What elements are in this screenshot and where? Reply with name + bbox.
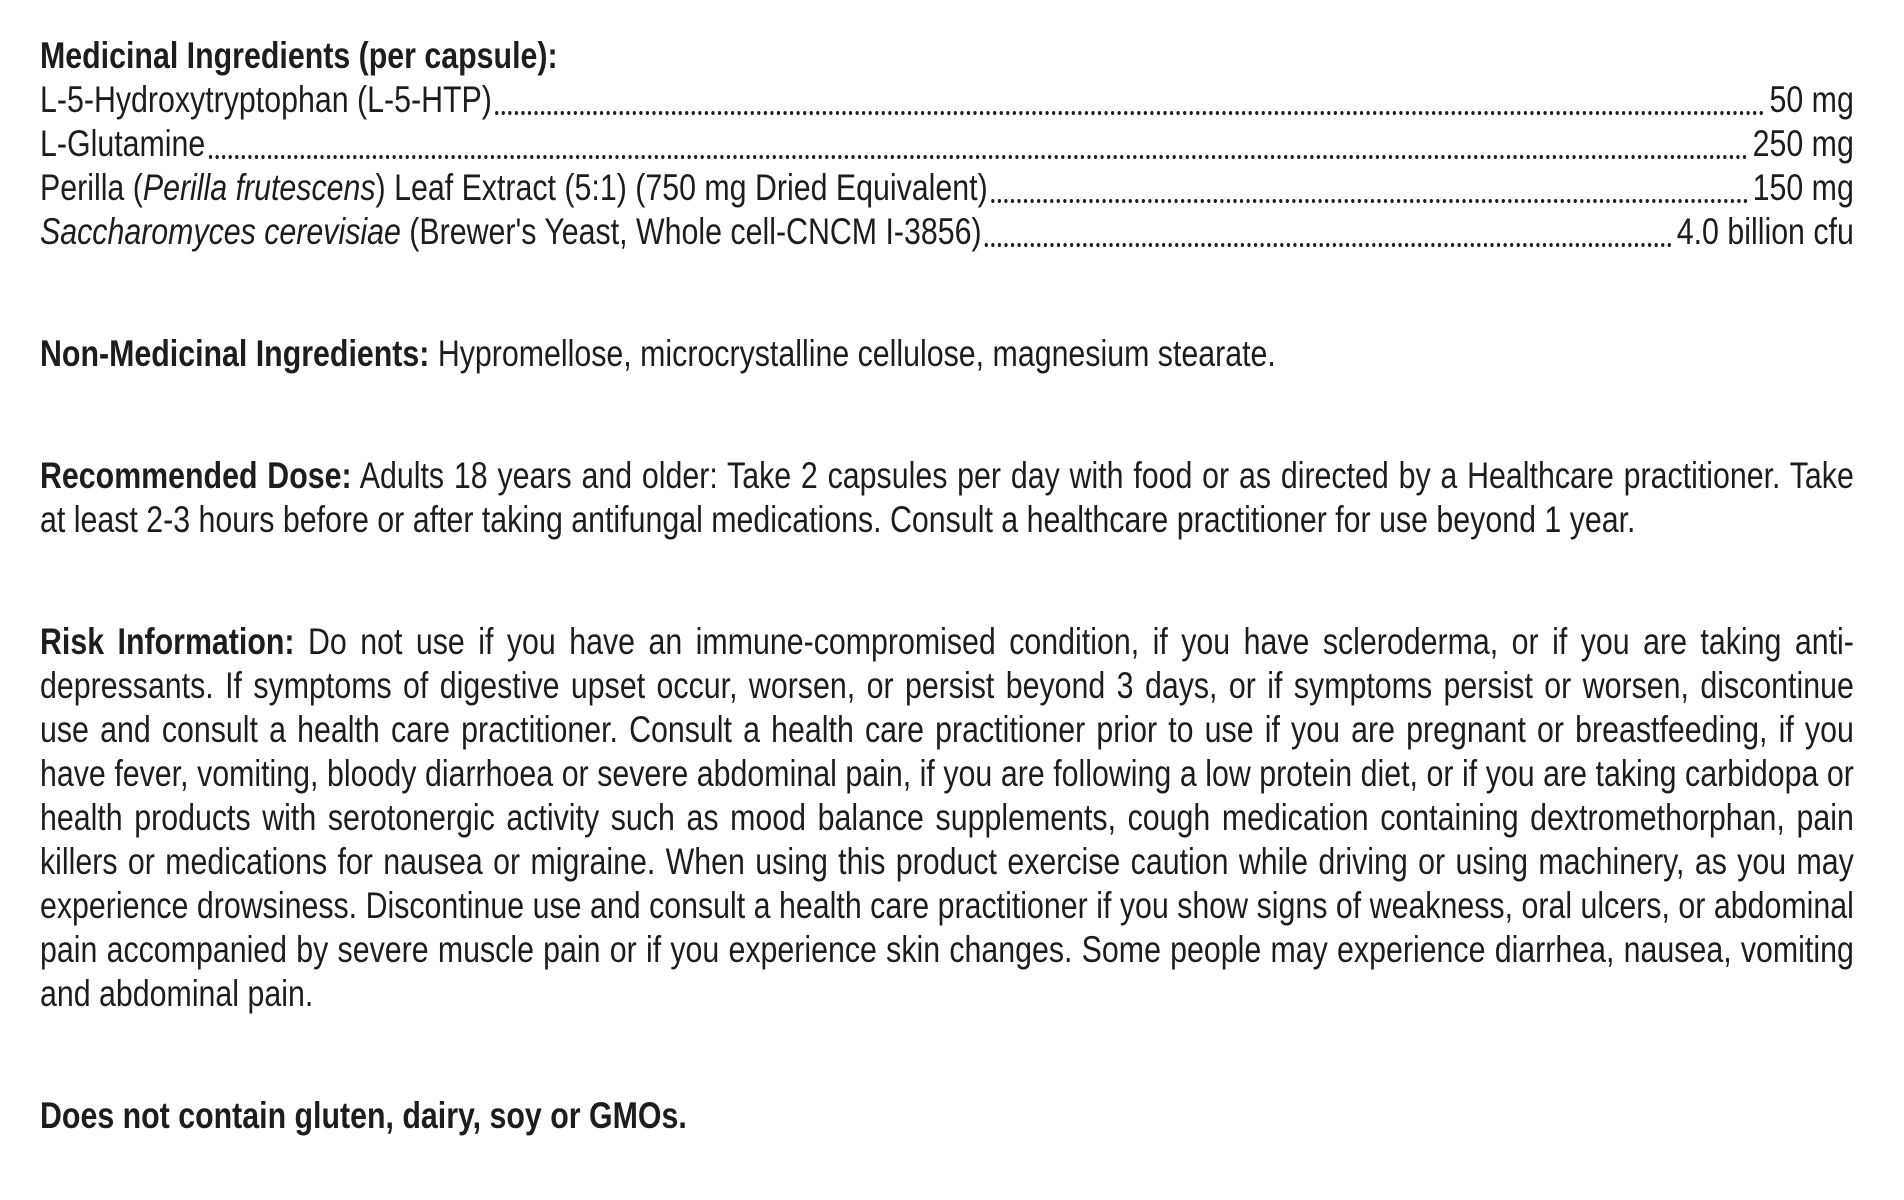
- ingredient-name: [40, 210, 982, 254]
- non-medicinal-label: Non-Medicinal Ingredients:: [40, 333, 430, 374]
- non-medicinal-paragraph: [40, 332, 1854, 376]
- ingredient-amount: 150 mg: [1752, 167, 1854, 208]
- recommended-dose-paragraph: [40, 454, 1854, 542]
- ingredient-row: [40, 210, 1854, 254]
- ingredient-name-segment: ) Leaf Extract (5:1) (750 mg Dried Equivalent): [375, 167, 988, 208]
- ingredient-name-latin: Saccharomyces cerevisiae: [40, 211, 401, 252]
- risk-information-paragraph: [40, 620, 1854, 1016]
- ingredient-name-segment: L-Glutamine: [40, 123, 206, 164]
- non-medicinal-text: Hypromellose, microcrystalline cellulose, magnesium stearate.: [437, 333, 1276, 374]
- medicinal-ingredients-heading: Medicinal Ingredients (per capsule):: [40, 35, 558, 76]
- ingredient-row: [40, 166, 1854, 210]
- risk-information-text: Do not use if you have an immune-compromised condition, if you have scleroderma, or if you are taking anti-depressants. If symptoms of digestive upset occur, worsen, or persist beyond 3 days, or if symptoms persist or worsen, discontinue use and consult a health care practitioner. Consult a health care practitioner prior to use if you are pregnant or breastfeeding, if you have fever, vomiting, bloody diarrhoea or severe abdominal pain, if you are following a low protein diet, or if you are taking carbidopa or health products with serotonergic activity such as mood balance supplements, cough medication containing dextromethorphan, pain killers or medications for nausea or migraine. When using this product exercise caution while driving or using machinery, as you may experience drowsiness. Discontinue use and consult a health care practitioner if you show signs of weakness, oral ulcers, or abdominal pain accompanied by severe muscle pain or if you experience skin changes. Some people may experience diarrhea, nausea, vomiting and abdominal pain.: [40, 621, 1854, 1014]
- ingredient-name-segment: (Brewer's Yeast, Whole cell-CNCM I-3856): [400, 211, 982, 252]
- ingredient-amount: 250 mg: [1752, 123, 1854, 164]
- allergen-free-statement: Does not contain gluten, dairy, soy or GMOs.: [40, 1095, 687, 1136]
- ingredient-name: [40, 166, 988, 210]
- ingredient-name-latin: Perilla frutescens: [142, 167, 376, 208]
- ingredient-name-segment: L-5-Hydroxytryptophan (L-5-HTP): [40, 79, 492, 120]
- dotted-leader: [209, 155, 1748, 159]
- ingredient-row: [40, 122, 1854, 166]
- ingredient-row: [40, 78, 1854, 122]
- recommended-dose-text: Adults 18 years and older: Take 2 capsules per day with food or as directed by a Healthcare practitioner. Take at least 2-3 hours before or after taking antifungal medications. Consult a healthcare practitioner for use beyond 1 year.: [40, 455, 1854, 540]
- condensed-text-block: [40, 34, 1854, 1138]
- medicinal-ingredients-section: [40, 34, 1854, 254]
- risk-information-label: Risk Information:: [40, 621, 295, 662]
- dotted-leader: [985, 243, 1672, 247]
- dotted-leader: [495, 111, 1764, 115]
- ingredient-amount: 4.0 billion cfu: [1676, 211, 1854, 252]
- ingredient-amount: 50 mg: [1769, 79, 1854, 120]
- recommended-dose-label: Recommended Dose:: [40, 455, 352, 496]
- ingredient-name-segment: Perilla (: [40, 167, 143, 208]
- ingredient-name: [40, 78, 492, 122]
- ingredient-name: [40, 122, 205, 166]
- dotted-leader: [991, 199, 1748, 203]
